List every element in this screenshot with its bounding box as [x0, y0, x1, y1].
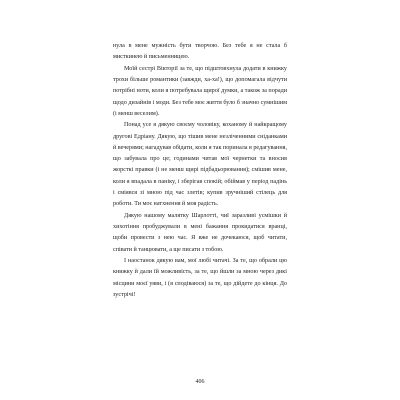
- paragraph-daughter: Дякую нашому малятку Шарлотті, чиї заразливі усмішки й хихотіння пробуджували в мені бажання прокидатися вранці, щоби провести з нею час. Я вже не дочекаюся, щоб читати, співати й танцювати, а ще писати з тобою.: [113, 212, 287, 253]
- paragraph-readers: І наостанок дякую вам, мої любі читачі. За те, що обрали цю книжку й дали їй можливість, за те, що йшли за мною через дикі місцини моєї уяви, і (я сподіваюся) за те, що дійдете до кінця. До зустрічі!: [113, 257, 287, 298]
- paragraph-sister: Моїй сестрі Вікторії за те, що підштовхнула додати в книжку трохи більше романтики (завжди, ха-ха!), що допомагала відчути потрібні ноти, коли я потребувала щирої думки, а також за поради щодо дизайнів і моди. Без тебе моє життя було б значно сумнішим (і менш веселим).: [113, 65, 287, 117]
- paragraph-husband: Понад усе я дякую своєму чоловіку, коханому й найкращому другові Едріану. Дякую, що тішив мене незліченними сніданками й вечерями; нагадував обідати, коли я так поринала в редагування, що забувала про це; годинами читав мої чернетки та вносив жорсткі правки (і не менш щирі підбадьорювання); смішив мене, коли я впадала в паніку, і зберігав спокій; обіймав у період падінь і сміявся зі мною під час злетів; купив зручніший стілець для роботи. Ти моє натхнення й моя радість.: [113, 122, 287, 208]
- page-number: 406: [195, 379, 205, 385]
- acknowledgements-text: [113, 41, 287, 301]
- paragraph-continuation: нула в мене мужність бути творчою. Без тебе я не стала б мисткинею й письменницею.: [113, 43, 287, 61]
